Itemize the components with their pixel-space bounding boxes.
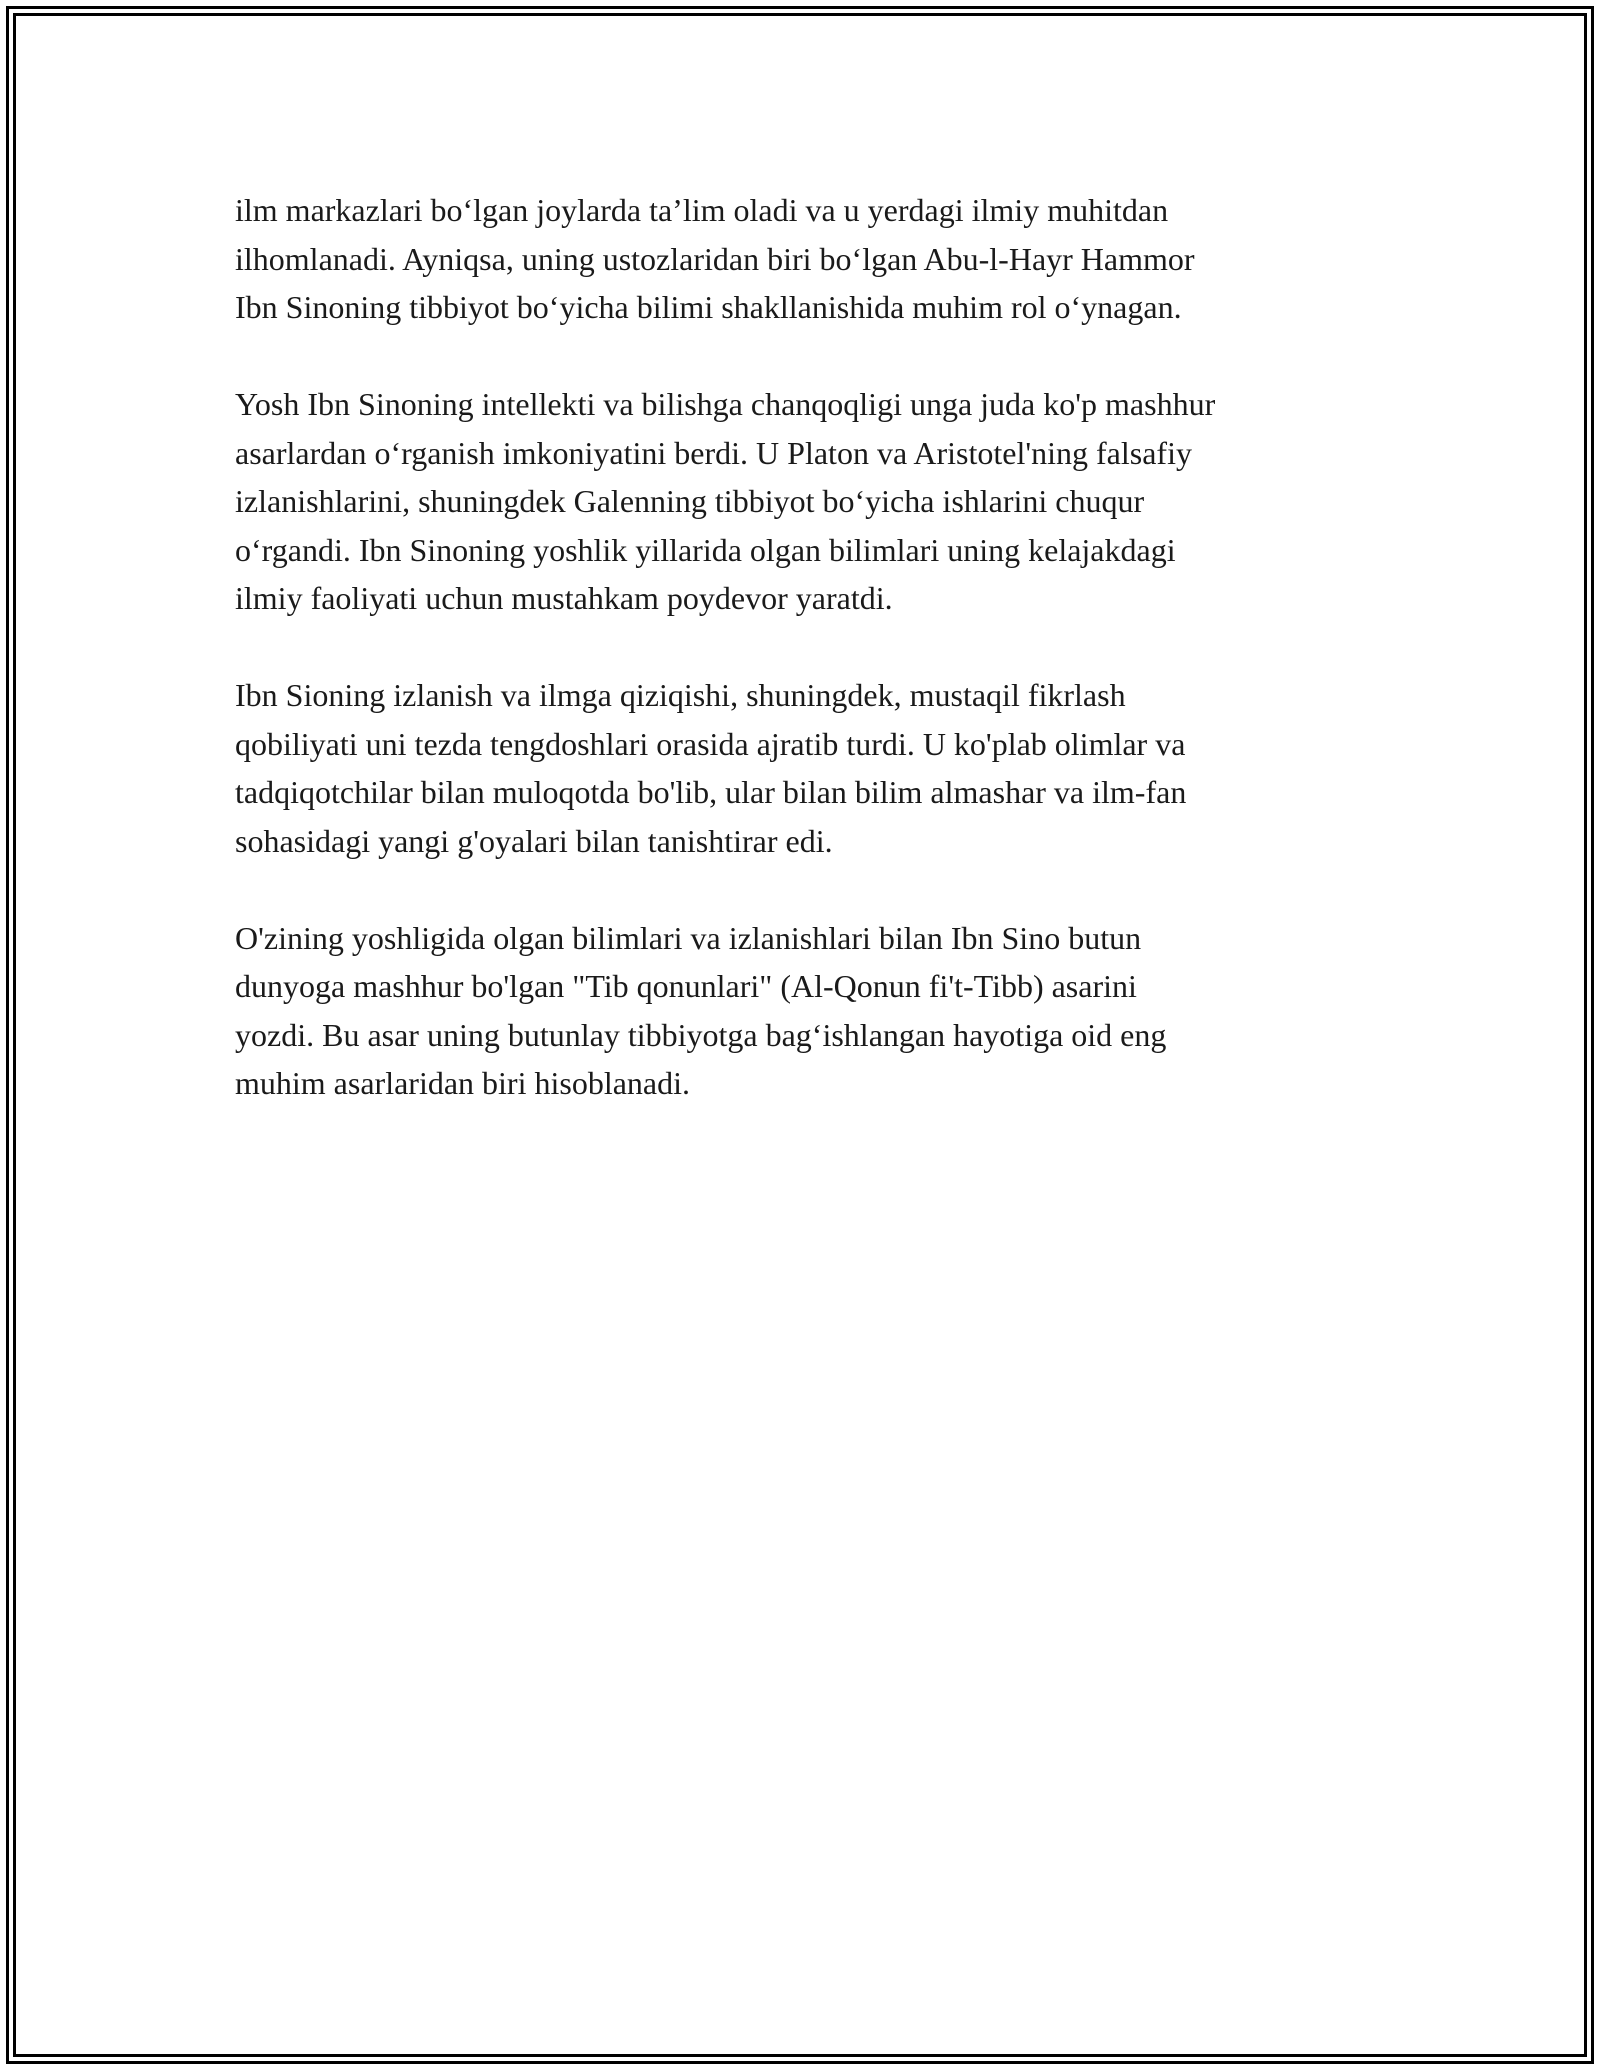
text-line: Ibn Sinoning tibbiyot bo‘yicha bilimi shakllanishida muhim rol o‘ynagan. [235,289,1182,325]
text-line: ilhomlanadi. Ayniqsa, uning ustozlaridan biri bo‘lgan Abu-l-Hayr Hammor [235,240,1195,277]
text-line: ilm markazlari bo‘lgan joylarda ta’lim oladi va u yerdagi ilmiy muhitdan [235,192,1169,228]
text-line: Ibn Sioning izlanish va ilmga qiziqishi, shuningdek, mustaqil fikrlash [235,677,1126,713]
paragraph-3 [235,671,1385,865]
text-line: o‘rgandi. Ibn Sinoning yoshlik yillarida olgan bilimlari uning kelajakdagi [235,531,1176,568]
paragraph-4 [235,914,1385,1108]
text-line: sohasidagi yangi g'oyalari bilan tanishtirar edi. [235,822,833,859]
document-body [235,186,1385,1156]
text-line: tadqiqotchilar bilan muloqotda bo'lib, ular bilan bilim almashar va ilm-fan [235,774,1187,810]
text-line: izlanishlarini, shuningdek Galenning tibbiyot bo‘yicha ishlarini chuqur [235,483,1145,519]
paragraph-2 [235,380,1385,623]
text-line: dunyoga mashhur bo'lgan "Tib qonunlari" (Al-Qonun fi't-Tibb) asarini [235,968,1137,1004]
paragraph-1 [235,186,1385,332]
text-line: ilmiy faoliyati uchun mustahkam poydevor yaratdi. [235,580,893,616]
text-line: asarlardan o‘rganish imkoniyatini berdi. U Platon va Aristotel'ning falsafiy [235,434,1192,471]
text-line: Yosh Ibn Sinoning intellekti va bilishga chanqoqligi unga juda ko'p mashhur [235,386,1216,422]
text-line: O'zining yoshligida olgan bilimlari va izlanishlari bilan Ibn Sino butun [235,919,1142,956]
text-line: muhim asarlaridan biri hisoblanadi. [235,1065,690,1101]
text-line: qobiliyati uni tezda tengdoshlari orasida ajratib turdi. U ko'plab olimlar va [235,725,1186,762]
text-line: yozdi. Bu asar uning butunlay tibbiyotga bag‘ishlangan hayotiga oid eng [235,1016,1167,1053]
